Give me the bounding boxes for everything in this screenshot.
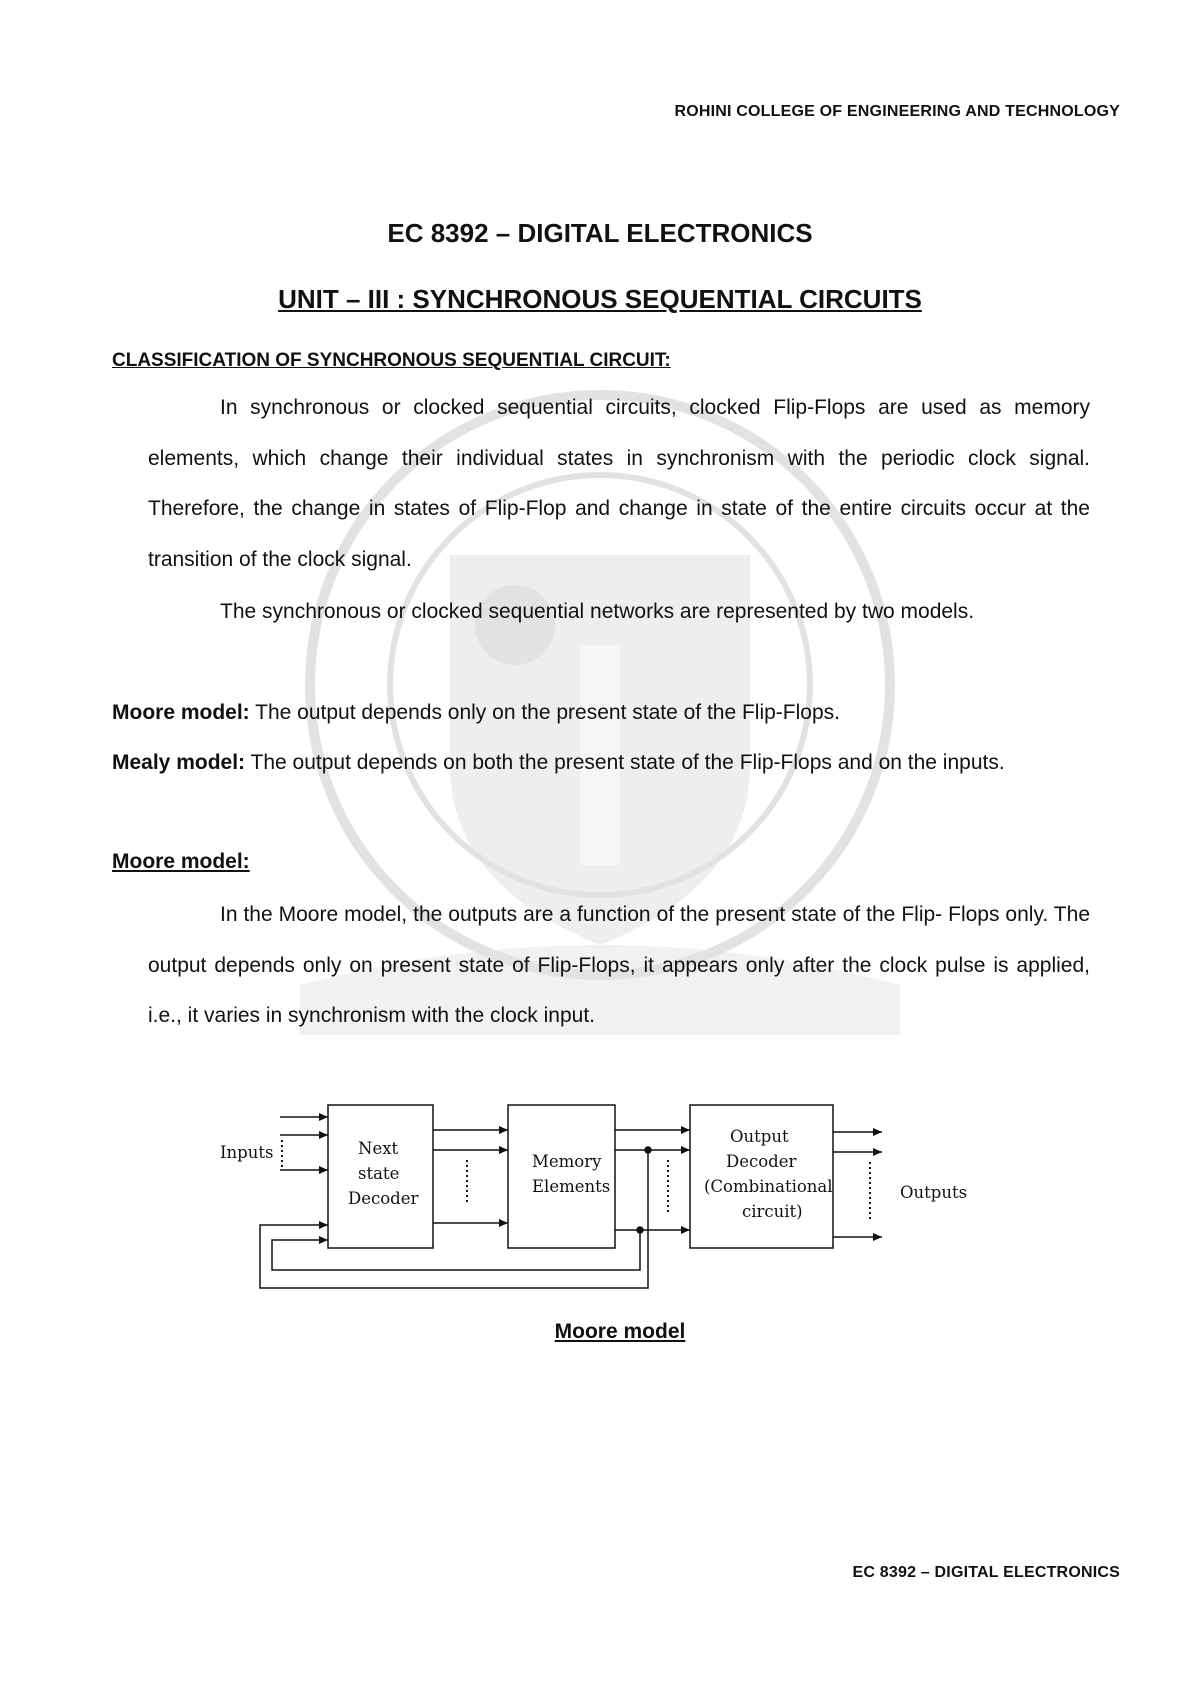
mealy-text: The output depends on both the present state of the Flip-Flops and on the inputs.	[245, 751, 1005, 774]
intro-paragraph: In synchronous or clocked sequential circuits, clocked Flip-Flops are used as memory elements, which change their individual states in synchronism with the periodic clock signal. Therefore, the change in states of Flip-Flop and change in state of the entire circuits occur at the transition of the clock signal.	[148, 396, 1090, 571]
output-decoder-label-line1: Output	[730, 1127, 789, 1146]
output-arrows	[833, 1132, 882, 1237]
models-paragraph: The synchronous or clocked sequential networks are represented by two models.	[220, 600, 975, 623]
input-arrows	[280, 1117, 328, 1170]
next-state-label-line3: Decoder	[348, 1189, 419, 1208]
footer-course: EC 8392 – DIGITAL ELECTRONICS	[852, 1564, 1120, 1581]
memory-label-line2: Elements	[532, 1177, 611, 1196]
course-title: EC 8392 – DIGITAL ELECTRONICS	[387, 218, 813, 248]
moore-label: Moore model:	[112, 701, 250, 724]
next-state-label-line1: Next	[358, 1139, 399, 1158]
moore-model-heading: Moore model:	[112, 850, 250, 873]
memory-to-output-arrows	[615, 1130, 690, 1230]
outputs-label: Outputs	[900, 1183, 968, 1202]
output-decoder-label-line2: Decoder	[726, 1152, 797, 1171]
moore-definition	[112, 688, 1090, 739]
moore-text: The output depends only on the present state of the Flip-Flops.	[249, 701, 840, 724]
memory-label-line1: Memory	[532, 1152, 602, 1171]
moore-paragraph: In the Moore model, the outputs are a function of the present state of the Flip- Flops only. The output depends only on present state of Flip-Flops, it appears only after the clock pulse is applied, i.e., it varies in synchronism with the clock input.	[148, 903, 1090, 1027]
section-heading: CLASSIFICATION OF SYNCHRONOUS SEQUENTIAL CIRCUIT:	[112, 350, 671, 371]
unit-title: UNIT – III : SYNCHRONOUS SEQUENTIAL CIRCUITS	[278, 284, 922, 314]
mealy-label: Mealy model:	[112, 751, 246, 774]
next-state-label-line2: state	[358, 1164, 400, 1183]
inputs-label: Inputs	[220, 1143, 274, 1162]
header-institution: ROHINI COLLEGE OF ENGINEERING AND TECHNOLOGY	[674, 103, 1120, 120]
next-state-to-memory-arrows	[433, 1130, 508, 1223]
moore-model-diagram	[210, 1090, 1000, 1325]
output-decoder-label-line4: circuit)	[742, 1202, 803, 1221]
output-decoder-label-line3: (Combinational	[704, 1177, 833, 1196]
diagram-caption: Moore model	[554, 1320, 686, 1343]
mealy-definition	[112, 738, 1090, 789]
